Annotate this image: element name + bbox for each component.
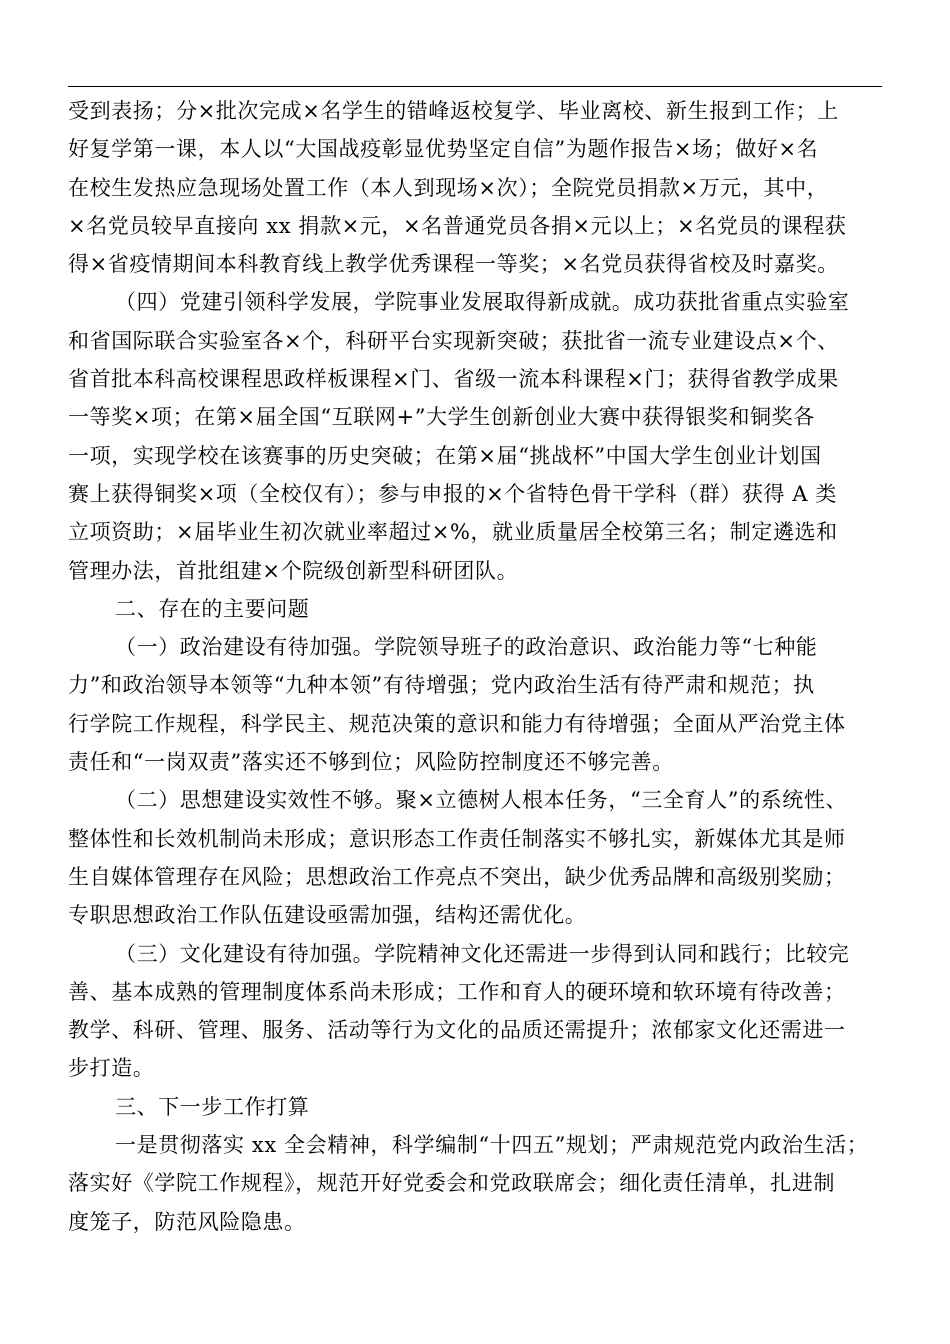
text-line: （三）文化建设有待加强。学院精神文化还需进一步得到认同和践行；比较完 bbox=[115, 941, 850, 966]
text-line: 力”和政治领导本领等“九种本领”有待增强；党内政治生活有待严肃和规范；执 bbox=[68, 673, 815, 698]
text-line: 好复学第一课，本人以“大国战疫彰显优势坚定自信”为题作报告×场；做好×名 bbox=[68, 137, 819, 162]
text-line: ×名党员较早直接向 xx 捐款×元，×名普通党员各捐×元以上；×名党员的课程获 bbox=[68, 213, 847, 238]
text-line: 受到表扬；分×批次完成×名学生的错峰返校复学、毕业离校、新生报到工作；上 bbox=[68, 99, 839, 123]
text-line: 管理办法，首批组建×个院级创新型科研团队。 bbox=[68, 558, 519, 583]
text-line: 教学、科研、管理、服务、活动等行为文化的品质还需提升；浓郁家文化还需进一 bbox=[68, 1018, 846, 1043]
text-line: 生自媒体管理存在风险；思想政治工作亮点不突出，缺少优秀品牌和高级别奖励； bbox=[68, 864, 846, 889]
text-line: （二）思想建设实效性不够。聚×立德树人根本任务，“三全育人”的系统性、 bbox=[115, 788, 848, 813]
paragraph-party-building-development bbox=[68, 283, 884, 589]
text-line: （四）党建引领科学发展，学院事业发展取得新成就。成功获批省重点实验室 bbox=[115, 290, 850, 315]
text-line: 和省国际联合实验室各×个，科研平台实现新突破；获批省一流专业建设点×个、 bbox=[68, 328, 839, 353]
paragraph-covid-response bbox=[68, 92, 884, 283]
paragraph-ideological-construction bbox=[68, 781, 884, 934]
document-body bbox=[68, 92, 884, 1241]
text-line: 一项，实现学校在该赛事的历史突破；在第×届“挑战杯”中国大学生创业计划国 bbox=[68, 443, 822, 468]
header-rule bbox=[68, 86, 882, 87]
text-line: 一等奖×项；在第×届全国“互联网+”大学生创新创业大赛中获得银奖和铜奖各 bbox=[68, 405, 815, 430]
text-line: 善、基本成熟的管理制度体系尚未形成；工作和育人的硬环境和软环境有待改善； bbox=[68, 979, 846, 1004]
text-line: （一）政治建设有待加强。学院领导班子的政治意识、政治能力等“七种能 bbox=[115, 635, 818, 660]
paragraph-next-step-one bbox=[68, 1126, 884, 1241]
text-line: 在校生发热应急现场处置工作（本人到现场×次）；全院党员捐款×万元，其中， bbox=[68, 175, 829, 200]
section-heading-next-steps: 三、下一步工作打算 bbox=[115, 1094, 310, 1119]
text-line: 赛上获得铜奖×项（全校仅有）；参与申报的×个省特色骨干学科（群）获得 A 类 bbox=[68, 481, 838, 506]
text-line: 一是贯彻落实 xx 全会精神，科学编制“十四五”规划；严肃规范党内政治生活； bbox=[115, 1133, 869, 1158]
text-line: 得×省疫情期间本科教育线上教学优秀课程一等奖；×名党员获得省校及时嘉奖。 bbox=[68, 252, 839, 277]
text-line: 步打造。 bbox=[68, 1056, 155, 1081]
section-heading-problems: 二、存在的主要问题 bbox=[115, 596, 310, 621]
text-line: 落实好《学院工作规程》，规范开好党委会和党政联席会；细化责任清单，扎进制 bbox=[68, 1171, 836, 1196]
text-line: 整体性和长效机制尚未形成；意识形态工作责任制落实不够扎实，新媒体尤其是师 bbox=[68, 826, 846, 851]
text-line: 行学院工作规程，科学民主、规范决策的意识和能力有待增强；全面从严治党主体 bbox=[68, 711, 846, 736]
text-line: 度笼子，防范风险隐患。 bbox=[68, 1209, 306, 1234]
paragraph-political-construction bbox=[68, 628, 884, 781]
paragraph-cultural-construction bbox=[68, 935, 884, 1088]
text-line: 省首批本科高校课程思政样板课程×门、省级一流本科课程×门；获得省教学成果 bbox=[68, 367, 839, 392]
text-line: 专职思想政治工作队伍建设亟需加强，结构还需优化。 bbox=[68, 903, 587, 928]
text-line: 责任和“一岗双责”落实还不够到位；风险防控制度还不够完善。 bbox=[68, 750, 674, 775]
text-line: 立项资助；×届毕业生初次就业率超过×%，就业质量居全校第三名；制定遴选和 bbox=[68, 520, 838, 545]
